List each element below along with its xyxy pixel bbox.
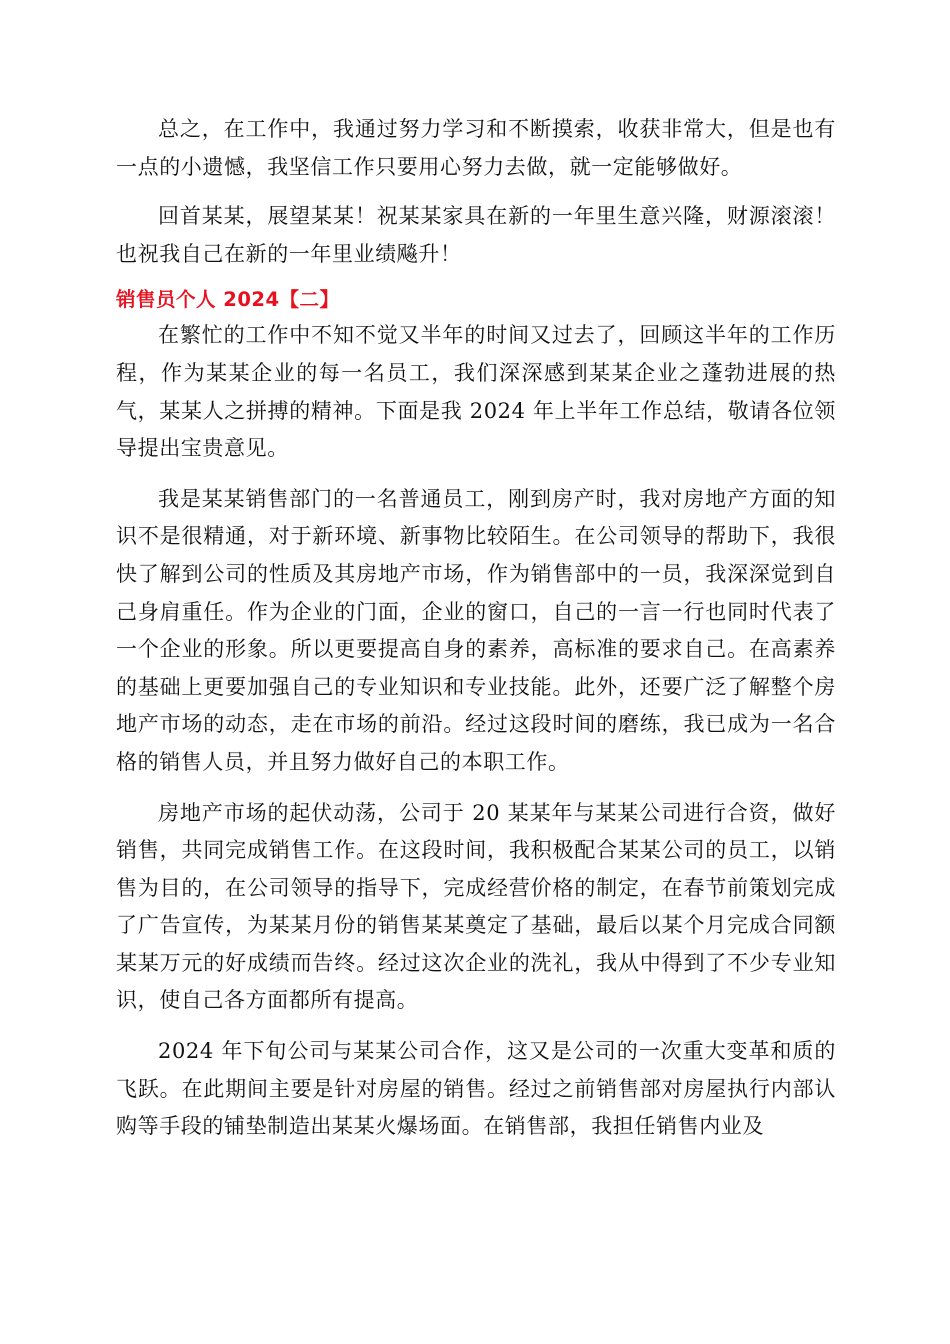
paragraph-outlook: 回首某某，展望某某！祝某某家具在新的一年里生意兴隆，财源滚滚！也祝我自己在新的一年里业绩飚升！ [116,204,836,266]
paragraph-joint-venture: 房地产市场的起伏动荡，公司于 20 某某年与某某公司进行合资，做好销售，共同完成销售工作。在这段时间，我积极配合某某公司的员工，以销售为目的，在公司领导的指导下，完成经营价格的制定，在春节前策划完成了广告宣传，为某某月份的销售某某奠定了基础，最后以某个月完成合同额某某万元的好成绩而告终。经过这次企业的洗礼，我从中得到了不少专业知识，使自己各方面都所有提高。 [116,800,836,1013]
paragraph-role: 我是某某销售部门的一名普通员工，刚到房产时，我对房地产方面的知识不是很精通，对于新环境、新事物比较陌生。在公司领导的帮助下，我很快了解到公司的性质及其房地产市场，作为销售部中的一员，我深深觉到自己身肩重任。作为企业的门面，企业的窗口，自己的一言一行也同时代表了一个企业的形象。所以更要提高自身的素养，高标准的要求自己。在高素养的基础上更要加强自己的专业知识和专业技能。此外，还要广泛了解整个房地产市场的动态，走在市场的前沿。经过这段时间的磨练，我已成为一名合格的销售人员，并且努力做好自己的本职工作。 [116,486,836,774]
paragraph-intro: 在繁忙的工作中不知不觉又半年的时间又过去了，回顾这半年的工作历程，作为某某企业的每一名员工，我们深深感到某某企业之蓬勃进展的热气，某某人之拼搏的精神。下面是我 2024 年上半年工作总结，敬请各位领导提出宝贵意见。 [116,323,836,461]
paragraph-cooperation: 2024 年下旬公司与某某公司合作，这又是公司的一次重大变革和质的飞跃。在此期间主要是针对房屋的销售。经过之前销售部对房屋执行内部认购等手段的铺垫制造出某某火爆场面。在销售部，我担任销售内业及 [116,1039,836,1139]
document-body [116,111,836,1146]
paragraph-conclusion: 总之，在工作中，我通过努力学习和不断摸索，收获非常大，但是也有一点的小遗憾，我坚信工作只要用心努力去做，就一定能够做好。 [116,117,836,179]
section-heading: 销售员个人 2024【二】 [116,288,340,312]
